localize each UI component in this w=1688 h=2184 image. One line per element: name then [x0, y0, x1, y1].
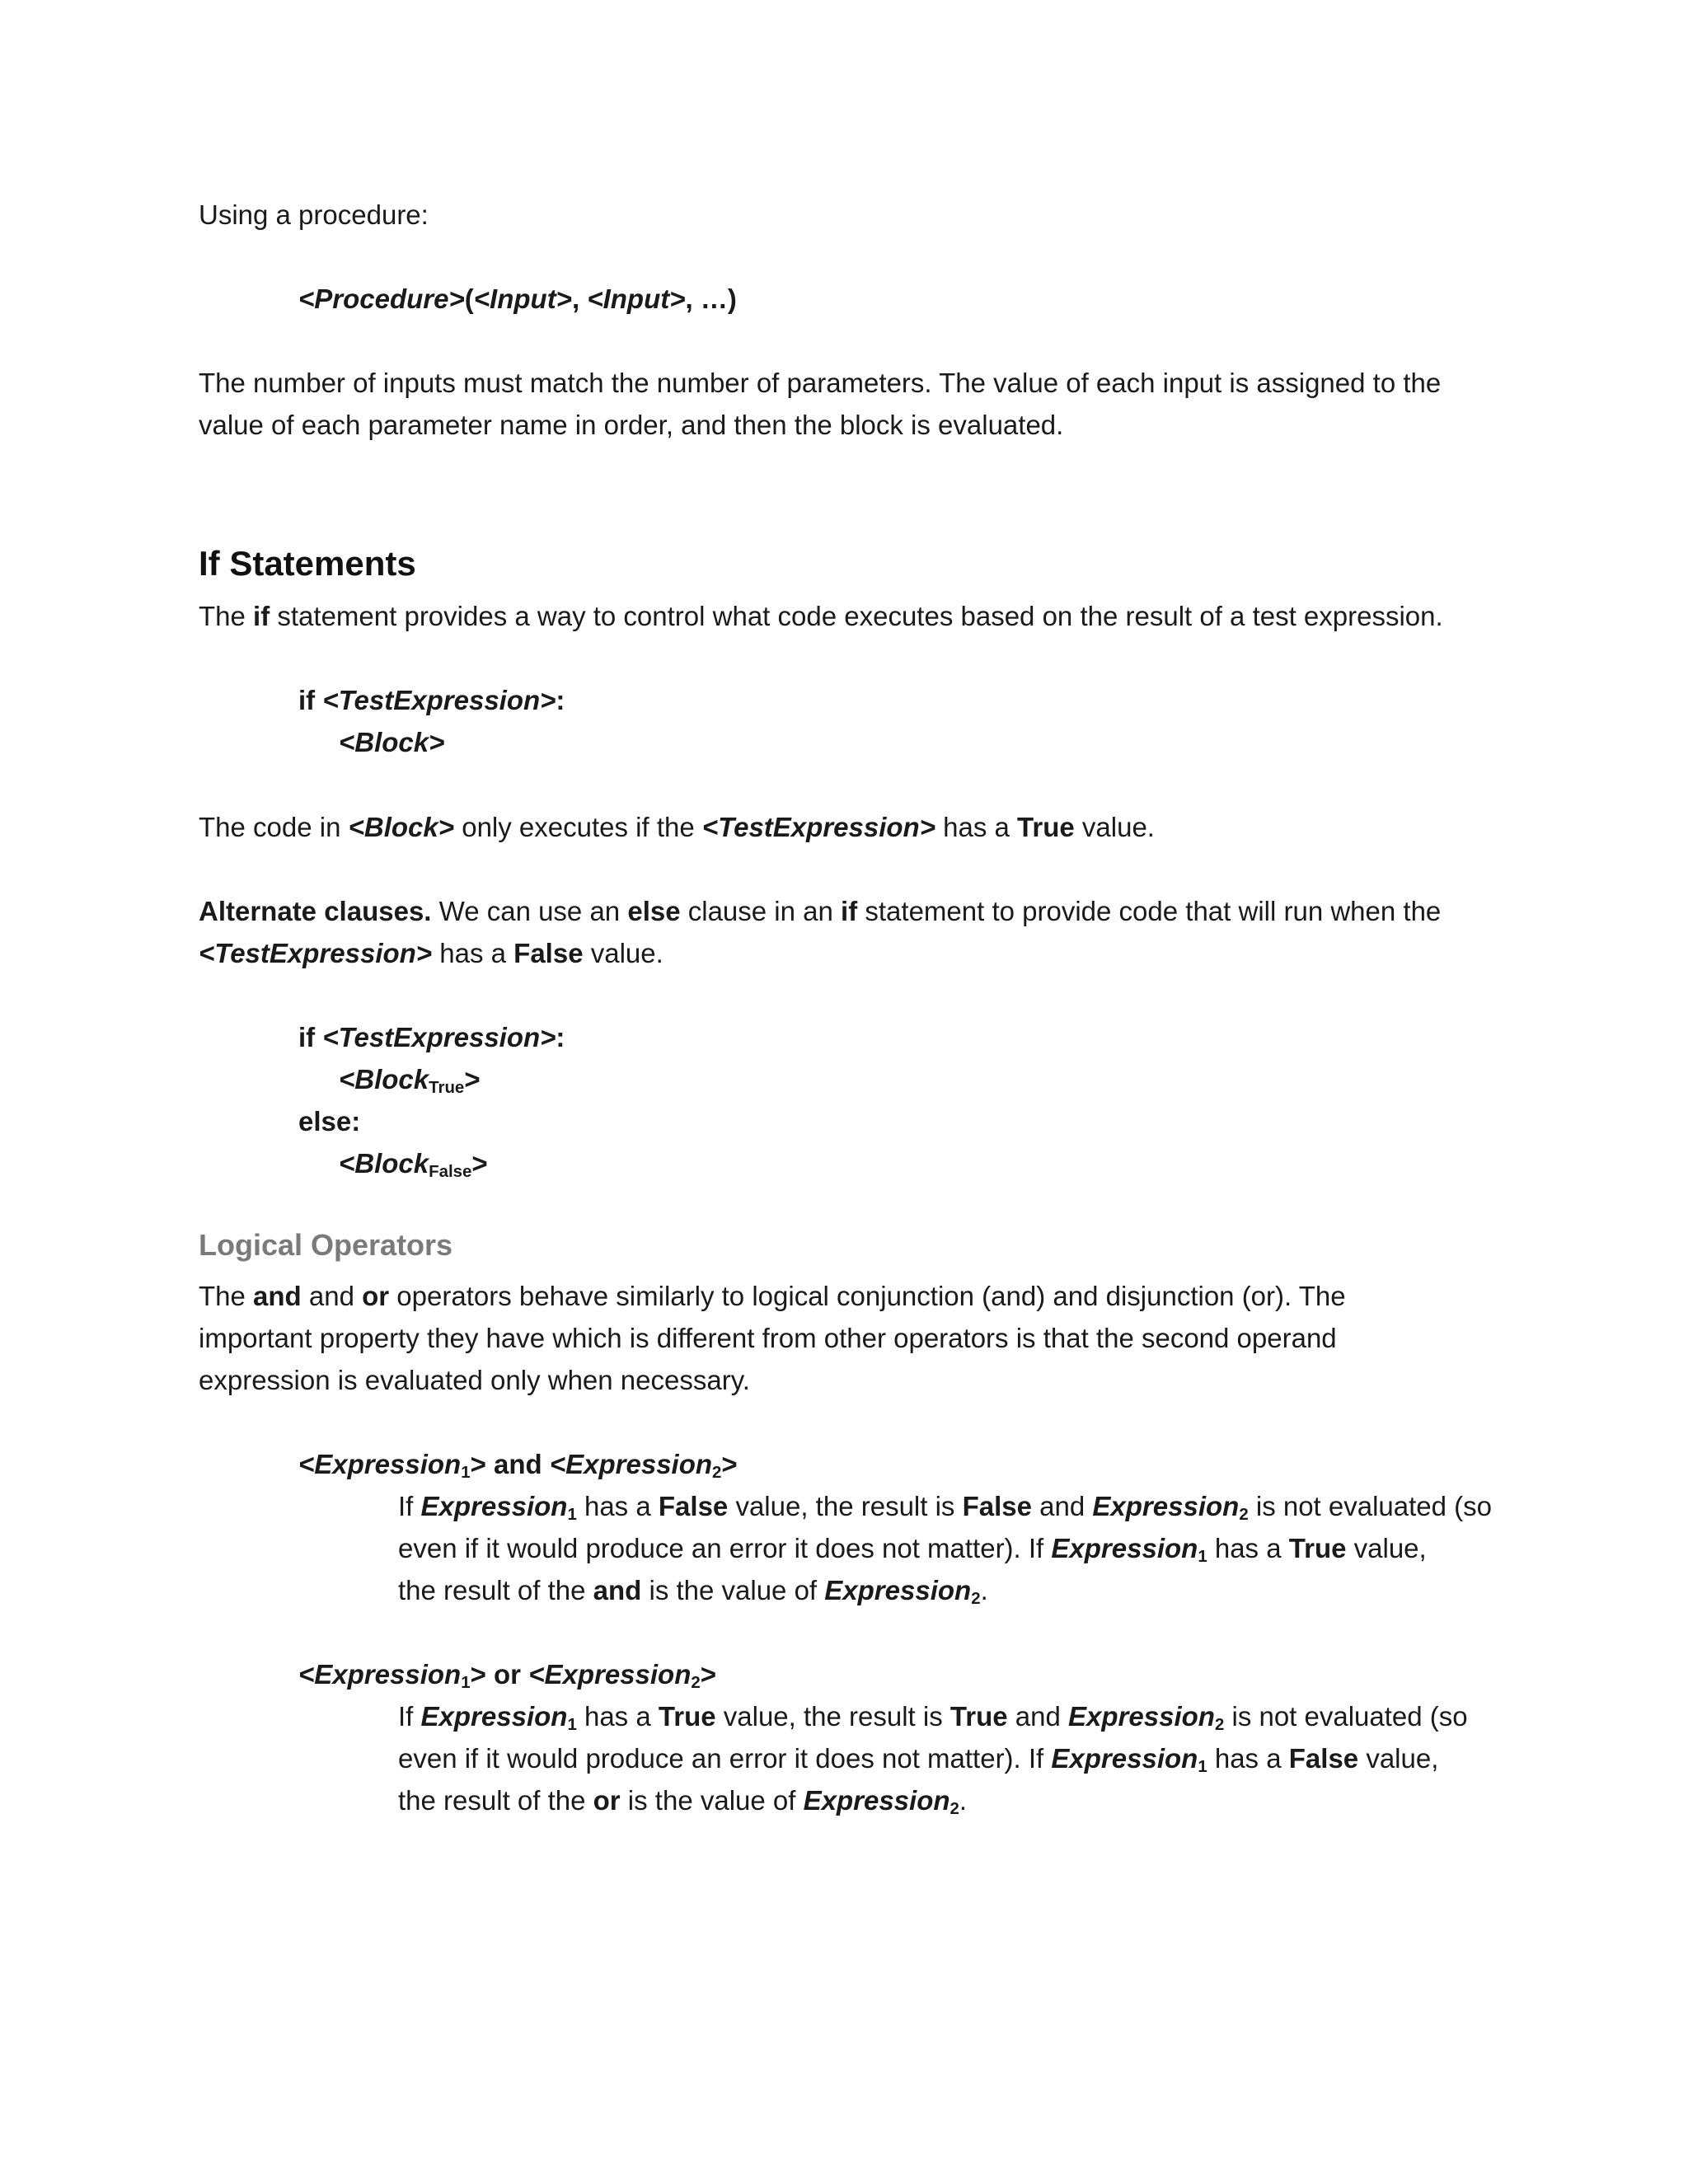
if-else-block-true: <Block$_{True}$> [339, 1064, 481, 1098]
or-operator-syntax: <Expression$_1$> or <Expression$_2$> [298, 1659, 717, 1693]
if-statement-intro: The if statement provides a way to control what code executes based on the result of a test expression. [199, 601, 1443, 631]
else-keyword: else: [298, 1106, 361, 1137]
logical-operators-heading: Logical Operators [199, 1228, 453, 1262]
logical-intro-line-3: expression is evaluated only when necessary. [199, 1365, 750, 1395]
alternate-clauses-line-1: Alternate clauses. We can use an else clause in an if statement to provide code that will run when the [199, 896, 1442, 926]
procedure-usage-label: Using a procedure: [199, 199, 429, 230]
if-block-description: The code in <Block> only executes if the <TestExpression> has a True value. [199, 812, 1155, 842]
if-statements-heading: If Statements [199, 544, 416, 583]
or-description-line-3: the result of the or is the value of Expression$_2$. [398, 1785, 968, 1819]
logical-intro-line-1: The and and or operators behave similarly to logical conjunction (and) and disjunction (or). The [199, 1281, 1346, 1311]
and-description-line-1: If Expression$_1$ has a False value, the result is False and Expression$_2$ is not evaluated (so [398, 1491, 1493, 1525]
procedure-call-syntax: <Procedure>(<Input>, <Input>, …) [298, 284, 737, 314]
if-syntax-header: if <TestExpression>: [298, 685, 565, 715]
and-operator-syntax: <Expression$_1$> and <Expression$_2$> [298, 1449, 738, 1483]
or-description-line-1: If Expression$_1$ has a True value, the result is True and Expression$_2$ is not evaluated (so [398, 1701, 1468, 1735]
or-description-line-2: even if it would produce an error it does not matter). If Expression$_1$ has a False value, [398, 1743, 1439, 1777]
if-else-block-false: <Block$_{False}$> [339, 1148, 488, 1182]
and-description-line-2: even if it would produce an error it does not matter). If Expression$_1$ has a True value, [398, 1533, 1427, 1567]
procedure-description-line-2: value of each parameter name in order, and then the block is evaluated. [199, 410, 1064, 440]
alternate-clauses-line-2: <TestExpression> has a False value. [199, 938, 663, 968]
and-description-line-3: the result of the and is the value of Expression$_2$. [398, 1575, 988, 1609]
if-else-syntax-header: if <TestExpression>: [298, 1022, 565, 1052]
logical-intro-line-2: important property they have which is different from other operators is that the second operand [199, 1323, 1337, 1353]
procedure-description-line-1: The number of inputs must match the number of parameters. The value of each input is assigned to the [199, 368, 1442, 398]
if-syntax-block: <Block> [339, 727, 445, 757]
